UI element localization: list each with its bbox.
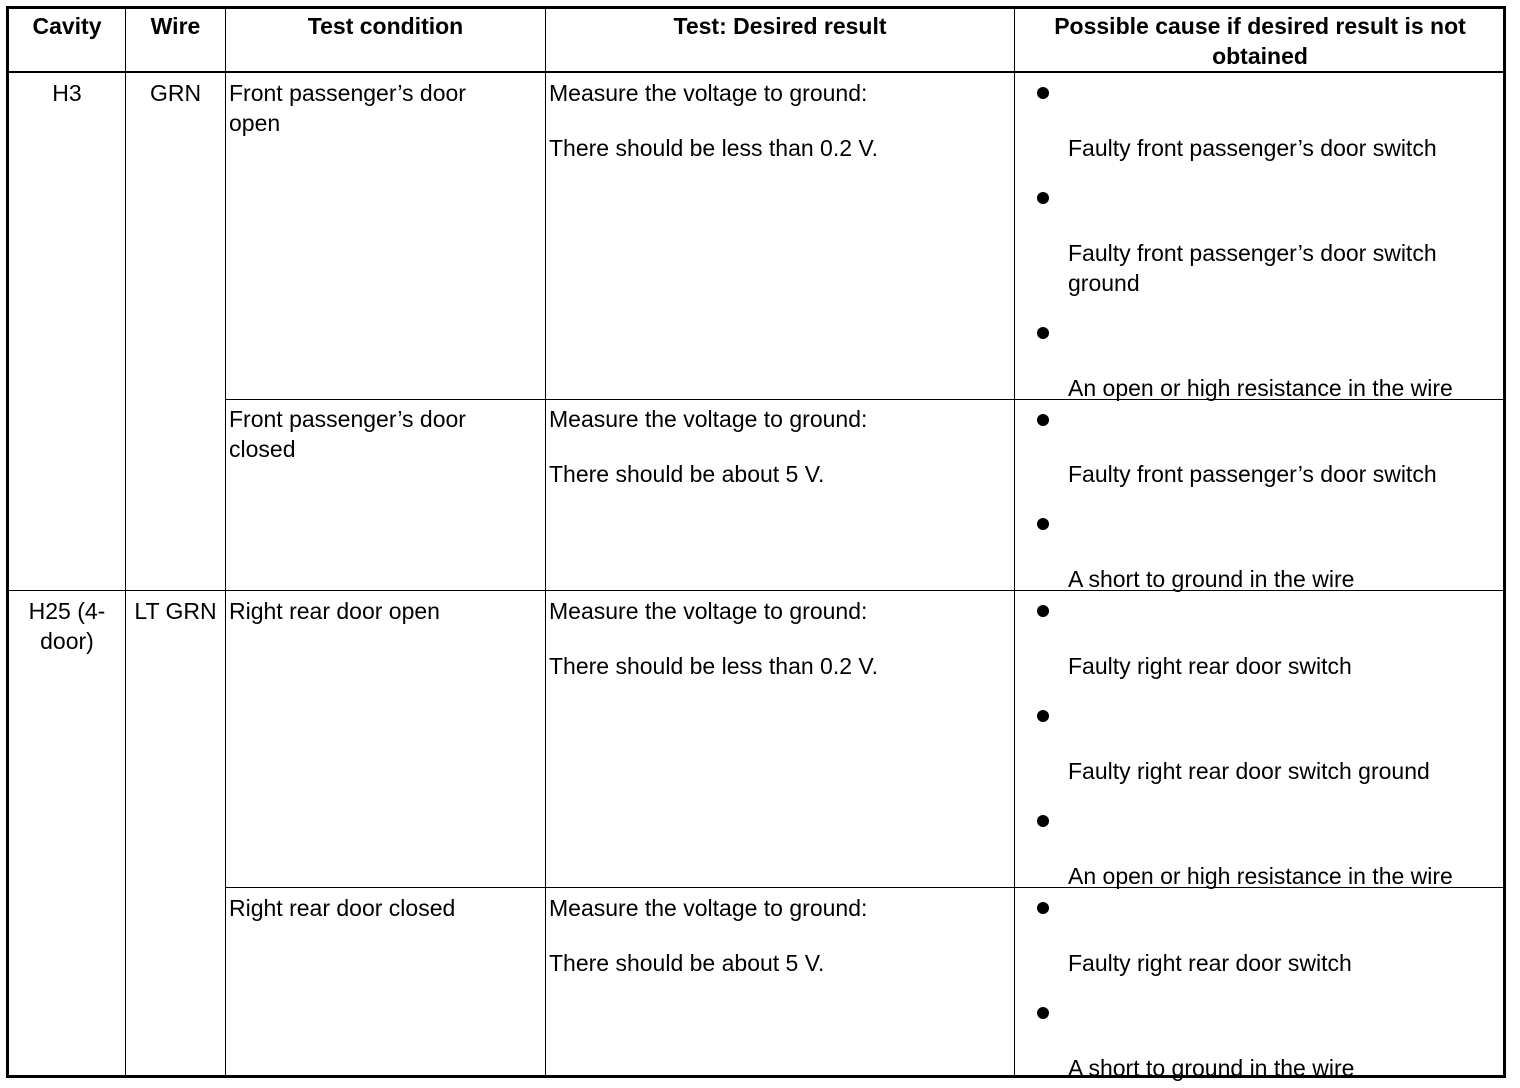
col-divider (125, 7, 126, 1076)
cavity-cell: H3 (52, 80, 82, 106)
bullet-icon (1037, 518, 1049, 530)
test-condition-cell: Right rear door closed (229, 895, 456, 921)
col-divider (1014, 7, 1015, 1076)
expect-text: There should be less than 0.2 V. (549, 653, 879, 679)
bullet-icon (1037, 605, 1049, 617)
header-divider (7, 71, 1505, 73)
cause-item: Faulty right rear door switch (1068, 950, 1352, 976)
measure-text: Measure the voltage to ground: (549, 80, 868, 106)
bullet-icon (1037, 1007, 1049, 1019)
header-test-condition: Test condition (307, 13, 464, 39)
cause-item: An open or high resistance in the wire (1068, 863, 1453, 889)
cause-item: Faulty front passenger’s door switch ground (1068, 240, 1437, 296)
cause-item: Faulty front passenger’s door switch (1068, 135, 1437, 161)
col-divider (545, 7, 546, 1076)
col-divider (225, 7, 226, 1076)
bullet-icon (1037, 710, 1049, 722)
test-condition-cell: Right rear door open (229, 598, 440, 624)
header-desired-result: Test: Desired result (673, 13, 887, 39)
cause-item: A short to ground in the wire (1068, 1055, 1355, 1081)
expect-text: There should be about 5 V. (549, 950, 825, 976)
measure-text: Measure the voltage to ground: (549, 406, 868, 432)
bullet-icon (1037, 87, 1049, 99)
header-wire: Wire (150, 13, 201, 39)
bullet-icon (1037, 192, 1049, 204)
measure-text: Measure the voltage to ground: (549, 895, 868, 921)
header-possible-cause: Possible cause if desired result is not obtained (1054, 13, 1466, 69)
cause-item: A short to ground in the wire (1068, 566, 1355, 592)
wire-cell: LT GRN (134, 598, 217, 624)
cavity-cell: H25 (4-door) (28, 598, 106, 654)
cause-item: Faulty right rear door switch ground (1068, 758, 1430, 784)
wire-cell: GRN (149, 80, 202, 106)
bullet-icon (1037, 815, 1049, 827)
test-condition-cell: Front passenger’s door open (229, 80, 466, 136)
bullet-icon (1037, 902, 1049, 914)
expect-text: There should be about 5 V. (549, 461, 825, 487)
cause-item: An open or high resistance in the wire (1068, 375, 1453, 401)
bullet-icon (1037, 327, 1049, 339)
measure-text: Measure the voltage to ground: (549, 598, 868, 624)
bullet-icon (1037, 414, 1049, 426)
test-condition-cell: Front passenger’s door closed (229, 406, 466, 462)
cause-item: Faulty front passenger’s door switch (1068, 461, 1437, 487)
header-cavity: Cavity (32, 13, 102, 39)
cause-item: Faulty right rear door switch (1068, 653, 1352, 679)
expect-text: There should be less than 0.2 V. (549, 135, 879, 161)
